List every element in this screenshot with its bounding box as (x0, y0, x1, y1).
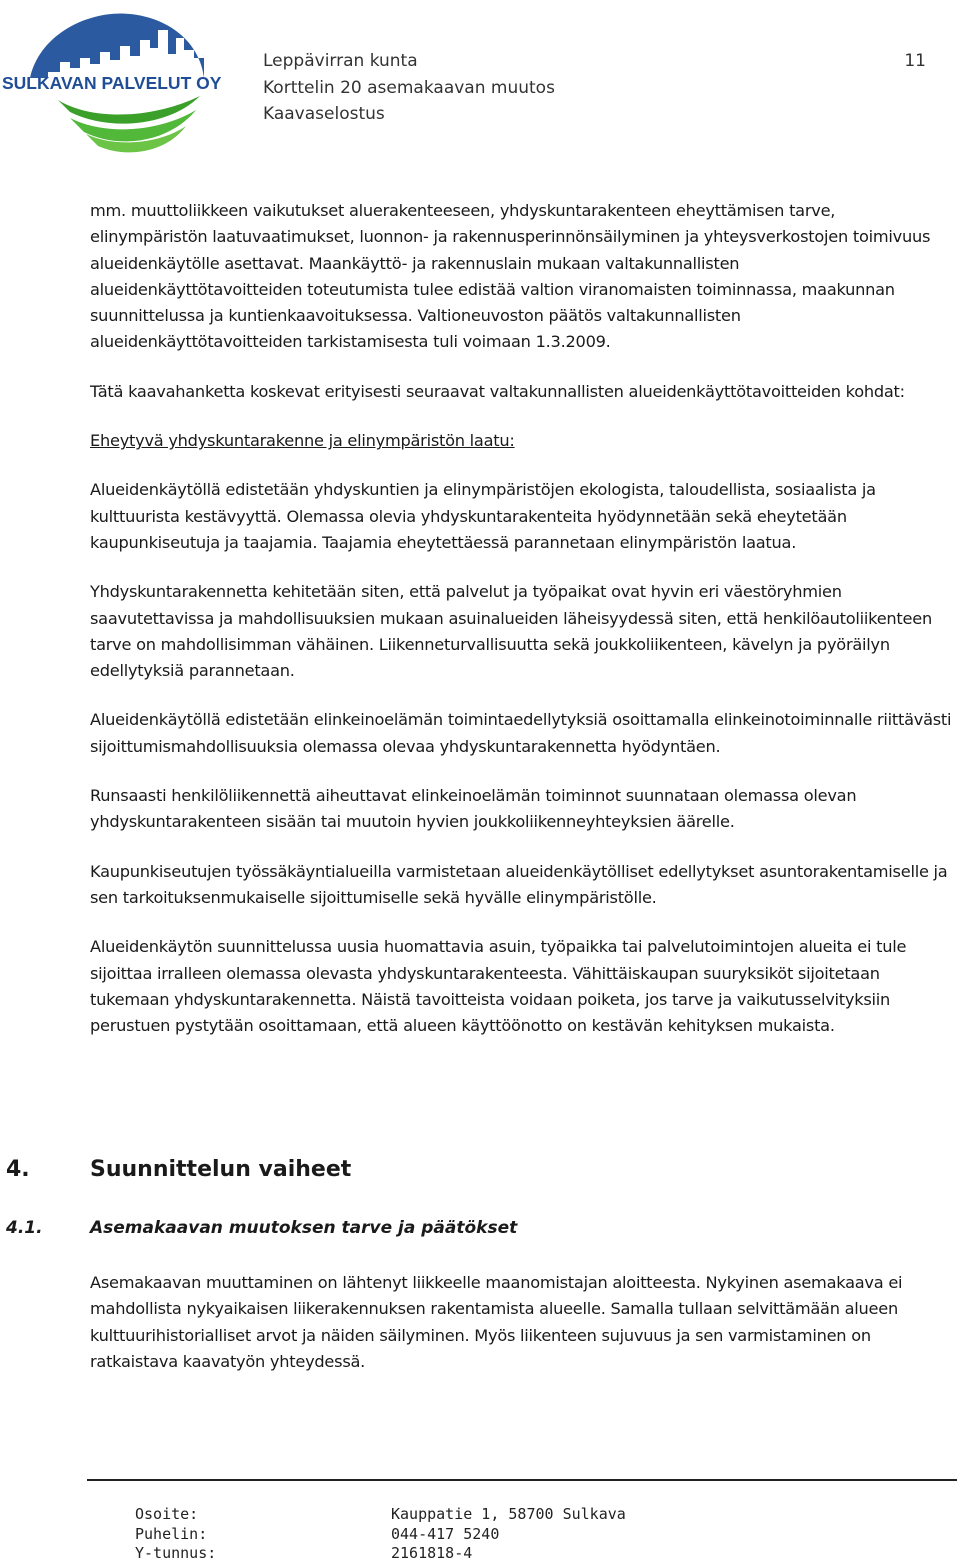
footer-divider (87, 1479, 957, 1481)
paragraph: Asemakaavan muuttaminen on lähtenyt liikkeelle maanomistajan aloitteesta. Nykyinen asemakaava ei mahdollista nykyaikaisen liikerakennuksen rakentamista alueelle. Samalla tullaan selvittämään alueen kulttuurihistorialliset arvot ja näiden säilyminen. Myös liikenteen sujuvuus ja sen varmistaminen on ratkaistava kaavatyön yhteydessä. (90, 1273, 903, 1371)
paragraph: Tätä kaavahanketta koskevat erityisesti seuraavat valtakunnallisten alueidenkäyttötavoitteiden kohdat: (90, 381, 905, 401)
footer-address-value: Kauppatie 1, 58700 Sulkava (391, 1505, 626, 1523)
body-text (90, 198, 952, 1062)
paragraph: mm. muuttoliikkeen vaikutukset aluerakenteeseen, yhdyskuntarakenteen eheyttämisen tarve, elinympäristön laatuvaatimukset, luonnon- ja rakennusperinnönsäilyminen ja yhteysverkostojen toimivuus alueidenkäytölle asettavat. Maankäyttö- ja rakennuslain mukaan valtakunnallisten alueidenkäyttötavoitteiden toteutumista tulee edistää valtion viranomaisten toiminnassa, maakunnan suunnittelussa ja kuntienkaavoituksessa. Valtioneuvoston päätös valtakunnallisten alueidenkäyttötavoitteiden tarkistamisesta tuli voimaan 1.3.2009. (90, 201, 931, 352)
section-number: 4. (6, 1157, 30, 1182)
subsection-heading (6, 1215, 517, 1241)
section-title: Suunnittelun vaiheet (90, 1157, 352, 1182)
company-logo (0, 8, 236, 158)
section-heading (6, 1154, 351, 1186)
footer-id-value: 2161818-4 (391, 1544, 473, 1562)
footer-address-label: Osoite: (135, 1505, 199, 1523)
paragraph: Alueidenkäytön suunnittelussa uusia huomattavia asuin, työpaikka tai palvelutoimintojen alueita ei tule sijoittaa irralleen olemassa olevasta yhdyskuntarakenteesta. Vähittäiskaupan suuryksiköt sijoitetaan tukemaan yhdyskuntarakennetta. Näistä tavoitteista voidaan poiketa, jos tarve ja vaikutusselvityksiin perustuen pystytään osoittamaan, että alueen käyttöönotto on kestävän kehityksen mukaista. (90, 937, 907, 1036)
subsection-number: 4.1. (6, 1218, 43, 1238)
document-footer (135, 1505, 626, 1564)
header-project: Korttelin 20 asemakaavan muutos (263, 77, 555, 98)
logo-graphic (0, 8, 236, 158)
subsection-title: Asemakaavan muutoksen tarve ja päätökset (90, 1218, 518, 1238)
paragraph: Alueidenkäytöllä edistetään elinkeinoelämän toimintaedellytyksiä osoittamalla elinkeinotoiminnalle riittävästi sijoittumismahdollisuuksia olemassa olevaa yhdyskuntarakennetta hyödyntäen. (90, 710, 952, 756)
footer-phone-value: 044-417 5240 (391, 1524, 500, 1543)
document-header (263, 48, 555, 128)
footer-id-row (135, 1544, 626, 1564)
header-municipality: Leppävirran kunta (263, 51, 418, 71)
header-doc-type: Kaavaselostus (263, 104, 385, 124)
footer-phone-label: Puhelin: (135, 1524, 208, 1543)
paragraph: Alueidenkäytöllä edistetään yhdyskuntien ja elinympäristöjen ekologista, taloudellista, sosiaalista ja kulttuurista kestävyyttä. Olemassa olevia yhdyskuntarakenteita hyödynnetään sekä eheytetään kaupunkiseutuja ja taajamia. Taajamia eheytettäessä parannetaan elinympäristön laatua. (90, 480, 876, 552)
footer-address-row (135, 1505, 626, 1525)
logo-text: SULKAVAN PALVELUT OY (2, 73, 222, 93)
subheading: Eheytyvä yhdyskuntarakenne ja elinympäristön laatu: (90, 431, 515, 451)
paragraph: Runsaasti henkilöliikennettä aiheuttavat elinkeinoelämän toiminnot suunnataan olemassa olevan yhdyskuntarakenteen sisään tai muutoin hyvien joukkoliikenneyhteyksien äärelle. (90, 786, 857, 832)
page-number: 11 (904, 51, 926, 71)
footer-id-label: Y-tunnus: (135, 1544, 217, 1562)
subsection-body (90, 1270, 952, 1375)
footer-phone-row (135, 1525, 626, 1545)
paragraph: Kaupunkiseutujen työssäkäyntialueilla varmistetaan alueidenkäytölliset edellytykset asuntorakentamiselle ja sen tarkoituksenmukaiselle sijoittumiselle sekä hyvälle elinympäristölle. (90, 861, 948, 907)
paragraph: Yhdyskuntarakennetta kehitetään siten, että palvelut ja työpaikat ovat hyvin eri väestöryhmien saavutettavissa ja mahdollisuuksien mukaan asuinalueiden läheisyydessä siten, että henkilöautoliikenteen tarve on mahdollisimman vähäinen. Liikenneturvallisuutta sekä joukkoliikenteen, kävelyn ja pyöräilyn edellytyksiä parannetaan. (90, 582, 932, 681)
